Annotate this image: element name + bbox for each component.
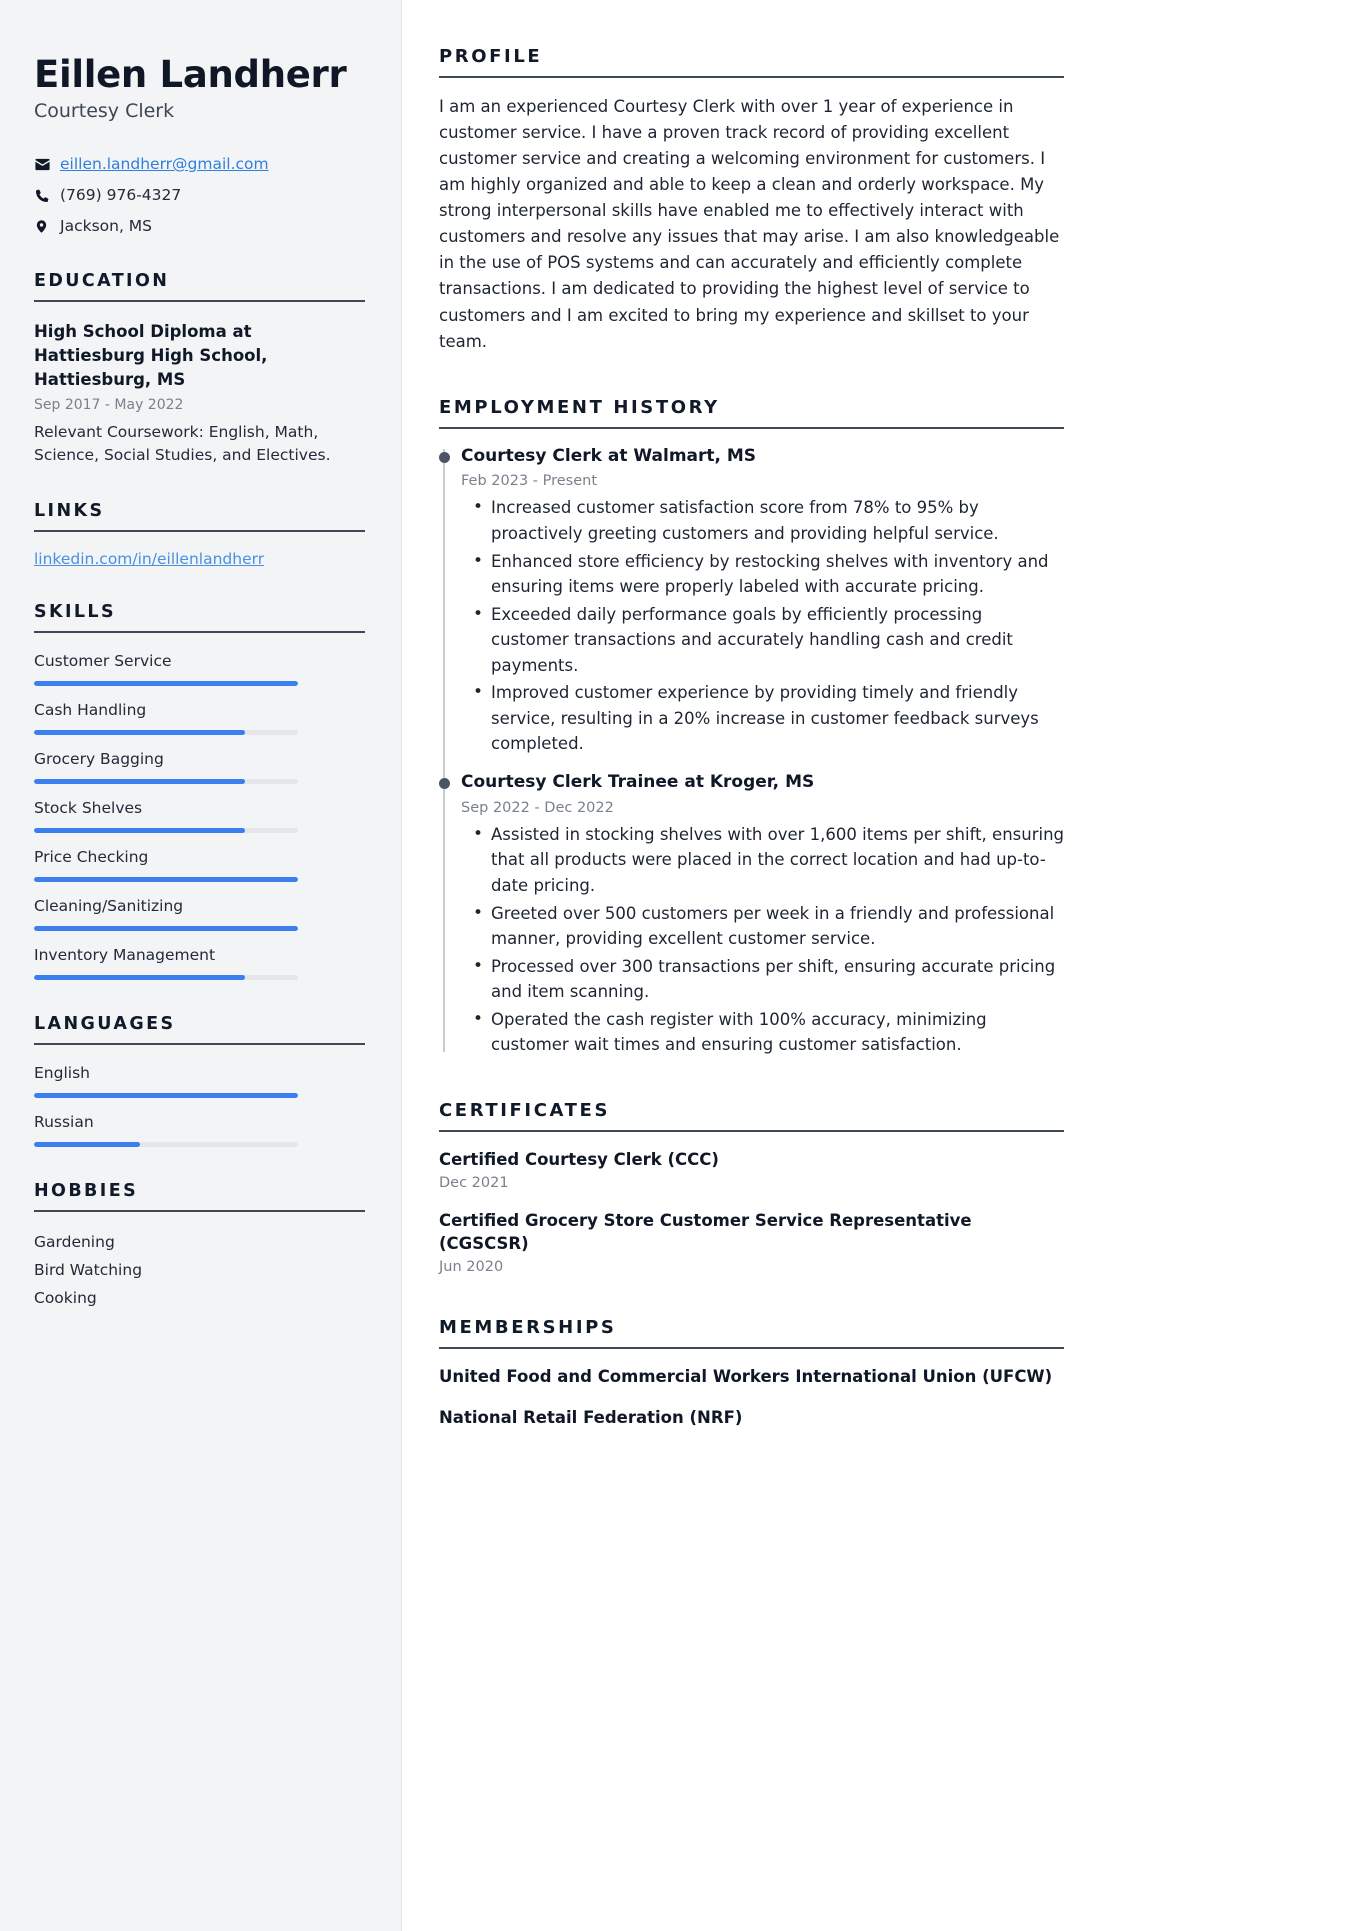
certificate-entry	[439, 1209, 1064, 1275]
language-bar-fill	[34, 1142, 140, 1147]
skill-row	[34, 749, 365, 784]
job-bullet: • Improved customer experience by providing timely and friendly service, resulting in a 20% increase in customer feedback surveys completed.	[491, 680, 1064, 757]
education-description: Relevant Coursework: English, Math, Science, Social Studies, and Electives.	[34, 422, 331, 465]
skill-row	[34, 700, 365, 735]
skill-row	[34, 798, 365, 833]
education-entry	[34, 320, 365, 467]
skill-label: Price Checking	[34, 848, 149, 867]
skill-row	[34, 651, 365, 686]
profile-heading: PROFILE	[439, 46, 543, 67]
contact-list	[34, 154, 365, 237]
sidebar	[0, 0, 402, 1931]
timeline-dot-icon	[439, 778, 450, 789]
employment-divider	[439, 427, 1064, 429]
profile-divider	[439, 76, 1064, 78]
job-bullet: • Assisted in stocking shelves with over 1,600 items per shift, ensuring that all products were placed in the correct location and had up-to-date pricing.	[491, 822, 1064, 899]
skills-heading: SKILLS	[34, 602, 116, 623]
email-link[interactable]: eillen.landherr@gmail.com	[60, 155, 269, 174]
language-bar-track	[34, 1142, 298, 1147]
phone-value: (769) 976-4327	[60, 185, 182, 204]
hobbies-divider	[34, 1210, 365, 1212]
employment-heading: EMPLOYMENT HISTORY	[439, 396, 720, 418]
memberships-divider	[439, 1347, 1064, 1349]
hobby-item: Bird Watching	[34, 1260, 143, 1279]
skill-bar-fill	[34, 730, 245, 735]
contact-phone-row	[34, 185, 365, 207]
location-pin-icon	[34, 218, 60, 235]
education-title: High School Diploma at Hattiesburg High School, Hattiesburg, MS	[34, 322, 268, 390]
phone-icon	[34, 188, 60, 204]
section-education	[34, 271, 365, 467]
location-value: Jackson, MS	[60, 216, 153, 235]
skill-bar-fill	[34, 828, 245, 833]
certificates-divider	[439, 1130, 1064, 1132]
skill-label: Cash Handling	[34, 701, 147, 720]
job-bullet: • Increased customer satisfaction score from 78% to 95% by proactively greeting customers and providing helpful service.	[491, 495, 1064, 546]
skill-bar-fill	[34, 681, 298, 686]
skill-label: Stock Shelves	[34, 799, 143, 818]
skill-bar-track	[34, 926, 298, 931]
candidate-job-title: Courtesy Clerk	[34, 100, 175, 123]
linkedin-link[interactable]: linkedin.com/in/eillenlandherr	[34, 550, 265, 569]
education-date: Sep 2017 - May 2022	[34, 396, 184, 413]
education-divider	[34, 300, 365, 302]
job-bullet: • Operated the cash register with 100% accuracy, minimizing customer wait times and ensuring customer satisfaction.	[491, 1007, 1064, 1058]
hobby-item: Gardening	[34, 1232, 115, 1251]
skills-divider	[34, 631, 365, 633]
certificate-title: Certified Courtesy Clerk (CCC)	[439, 1149, 719, 1169]
job-bullet-list	[461, 495, 1064, 757]
section-links	[34, 501, 365, 568]
job-bullet-list	[461, 822, 1064, 1058]
job-bullet: • Exceeded daily performance goals by efficiently processing customer transactions and accurately handling cash and credit payments.	[491, 602, 1064, 679]
skill-bar-track	[34, 877, 298, 882]
section-languages	[34, 1014, 365, 1147]
skill-bar-track	[34, 681, 298, 686]
memberships-heading: MEMBERSHIPS	[439, 1317, 617, 1339]
skill-row	[34, 896, 365, 931]
timeline-dot-icon	[439, 452, 450, 463]
membership-entry: United Food and Commercial Workers International Union (UFCW)	[439, 1367, 1053, 1387]
certificate-date: Dec 2021	[439, 1175, 509, 1191]
job-bullet: • Enhanced store efficiency by restocking shelves with inventory and ensuring items were properly labeled with accurate pricing.	[491, 549, 1064, 600]
profile-text: I am an experienced Courtesy Clerk with over 1 year of experience in customer service. I have a proven track record of providing excellent customer service and creating a welcoming environment for customers. I am highly organized and able to keep a clean and orderly workspace. My strong interpersonal skills have enabled me to effectively interact with customers and resolve any issues that may arise. I am also knowledgeable in the use of POS systems and can accurately and efficiently complete transactions. I am dedicated to providing the highest level of service to customers and I am excited to bring my experience and skillset to your team.	[439, 97, 1060, 351]
employment-timeline	[439, 445, 1064, 1058]
section-memberships	[439, 1317, 1064, 1429]
skill-label: Customer Service	[34, 652, 172, 671]
languages-heading: LANGUAGES	[34, 1013, 176, 1034]
language-row	[34, 1063, 365, 1098]
candidate-name: Eillen Landherr	[34, 53, 347, 96]
job-bullet: • Greeted over 500 customers per week in a friendly and professional manner, providing excellent customer service.	[491, 901, 1064, 952]
section-skills	[34, 602, 365, 979]
skill-bar-fill	[34, 975, 245, 980]
certificate-entry	[439, 1148, 1064, 1191]
certificate-date: Jun 2020	[439, 1259, 504, 1276]
job-title: Courtesy Clerk Trainee at Kroger, MS	[461, 772, 815, 793]
skill-bar-fill	[34, 926, 298, 931]
section-hobbies	[34, 1181, 365, 1310]
skill-bar-fill	[34, 877, 298, 882]
job-entry	[461, 771, 1064, 1058]
skill-bar-track	[34, 730, 298, 735]
job-date: Feb 2023 - Present	[461, 473, 598, 490]
job-bullet: • Processed over 300 transactions per shift, ensuring accurate pricing and item scanning.	[491, 954, 1064, 1005]
envelope-icon	[34, 156, 60, 173]
main-column	[402, 0, 1100, 1931]
links-divider	[34, 530, 365, 532]
hobby-item: Cooking	[34, 1288, 97, 1307]
links-heading: LINKS	[34, 501, 105, 522]
membership-entry: National Retail Federation (NRF)	[439, 1408, 743, 1428]
job-entry	[461, 445, 1064, 757]
job-date: Sep 2022 - Dec 2022	[461, 799, 614, 816]
skill-bar-track	[34, 975, 298, 980]
language-bar-track	[34, 1093, 298, 1098]
language-label: Russian	[34, 1112, 94, 1131]
section-certificates	[439, 1100, 1064, 1275]
skill-label: Cleaning/Sanitizing	[34, 897, 184, 916]
skill-label: Inventory Management	[34, 945, 216, 964]
contact-email-row	[34, 154, 365, 176]
skill-bar-track	[34, 828, 298, 833]
education-heading: EDUCATION	[34, 271, 170, 292]
certificates-heading: CERTIFICATES	[439, 1099, 611, 1121]
section-profile	[439, 46, 1064, 355]
language-label: English	[34, 1063, 90, 1082]
skill-label: Grocery Bagging	[34, 750, 164, 769]
contact-location-row	[34, 216, 365, 238]
skill-row	[34, 847, 365, 882]
section-employment-history	[439, 397, 1064, 1058]
hobbies-heading: HOBBIES	[34, 1180, 139, 1201]
skill-bar-track	[34, 779, 298, 784]
link-item	[34, 550, 365, 568]
language-bar-fill	[34, 1093, 298, 1098]
certificate-title: Certified Grocery Store Customer Service Representative (CGSCSR)	[439, 1211, 972, 1254]
skill-row	[34, 945, 365, 980]
languages-divider	[34, 1043, 365, 1045]
skill-bar-fill	[34, 779, 245, 784]
job-title: Courtesy Clerk at Walmart, MS	[461, 445, 757, 466]
language-row	[34, 1112, 365, 1147]
